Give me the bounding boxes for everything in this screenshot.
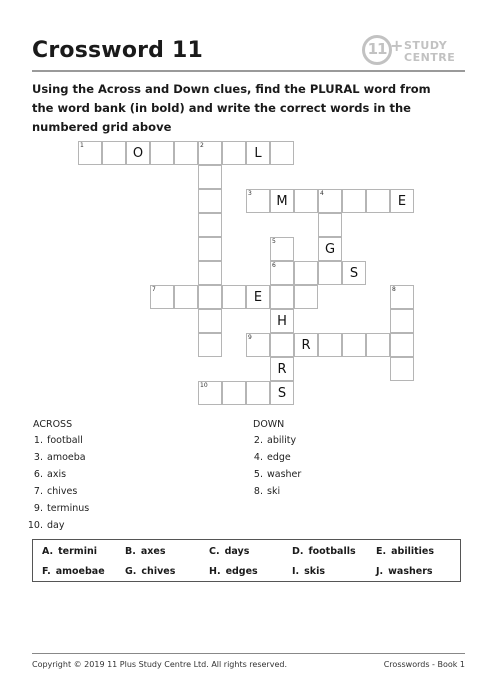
grid-cell[interactable] (318, 333, 342, 357)
word-bank-item (376, 566, 433, 577)
clue-text: chives (47, 486, 78, 497)
down-clue (241, 483, 301, 500)
grid-cell[interactable] (102, 141, 126, 165)
grid-cell[interactable] (222, 285, 246, 309)
down-heading: DOWN (253, 419, 285, 430)
grid-cell[interactable] (294, 285, 318, 309)
cell-letter: O (132, 146, 144, 161)
grid-cell[interactable] (246, 381, 270, 405)
grid-cell[interactable] (270, 141, 294, 165)
across-clue (21, 432, 89, 449)
down-clue (241, 432, 301, 449)
word-bank-word: termini (58, 546, 97, 557)
footer-book-label: Crosswords - Book 1 (383, 660, 465, 669)
grid-cell[interactable] (198, 261, 222, 285)
title-divider (32, 70, 465, 72)
cell-letter: L (254, 146, 262, 161)
grid-cell[interactable] (198, 141, 222, 165)
word-bank-word: washers (388, 566, 433, 577)
grid-cell[interactable] (222, 381, 246, 405)
grid-cell[interactable] (270, 237, 294, 261)
clue-number: 9. (33, 503, 43, 514)
grid-cell[interactable] (390, 357, 414, 381)
cell-number: 9 (248, 334, 252, 341)
down-clue-list (241, 432, 301, 500)
down-clue (241, 449, 301, 466)
page-title: Crossword 11 (32, 38, 204, 63)
word-bank-word: axes (140, 546, 166, 557)
grid-cell[interactable] (270, 189, 294, 213)
across-clue (21, 449, 89, 466)
cell-letter: H (277, 314, 287, 329)
word-bank-letter: D. (292, 546, 304, 557)
cell-letter: S (349, 266, 359, 281)
clue-text: edge (267, 452, 291, 463)
study-centre-logo (360, 33, 466, 69)
across-clue (21, 483, 89, 500)
across-clue-list (21, 432, 89, 534)
logo-number: 11 (367, 40, 387, 58)
grid-cell[interactable] (390, 333, 414, 357)
grid-cell[interactable] (390, 309, 414, 333)
word-bank-letter: J. (376, 566, 384, 577)
grid-cell[interactable] (126, 141, 150, 165)
cell-number: 6 (272, 262, 276, 269)
grid-cell[interactable] (270, 285, 294, 309)
footer-copyright: Copyright © 2019 11 Plus Study Centre Ltd. All rights reserved. (32, 660, 287, 669)
grid-cell[interactable] (270, 333, 294, 357)
word-bank-item (125, 566, 175, 577)
clue-number: 7. (33, 486, 43, 497)
logo-text-centre: CENTRE (404, 51, 456, 64)
word-bank-word: footballs (308, 546, 356, 557)
word-bank-letter: A. (42, 546, 54, 557)
word-bank-item (42, 566, 105, 577)
grid-cell[interactable] (222, 141, 246, 165)
word-bank-item (376, 546, 434, 557)
cell-number: 2 (200, 142, 204, 149)
clue-number: 3. (33, 452, 43, 463)
cell-number: 4 (320, 190, 324, 197)
grid-cell[interactable] (150, 141, 174, 165)
clue-number: 8. (253, 486, 263, 497)
grid-cell[interactable] (318, 261, 342, 285)
word-bank-letter: G. (125, 566, 137, 577)
across-clue (21, 517, 89, 534)
logo-text-study: STUDY (404, 39, 448, 52)
word-bank-word: days (224, 546, 250, 557)
grid-cell[interactable] (318, 189, 342, 213)
grid-cell[interactable] (78, 141, 102, 165)
grid-cell[interactable] (366, 189, 390, 213)
word-bank-item (125, 546, 166, 557)
cell-letter: E (397, 194, 407, 209)
grid-cell[interactable] (198, 189, 222, 213)
clue-number: 10. (27, 520, 43, 531)
word-bank-item (292, 546, 356, 557)
word-bank-item (42, 546, 97, 557)
word-bank-word: abilities (391, 546, 434, 557)
grid-cell[interactable] (198, 333, 222, 357)
word-bank-letter: F. (42, 566, 51, 577)
clue-text: terminus (47, 503, 90, 514)
cell-letter: E (253, 290, 263, 305)
grid-cell[interactable] (246, 141, 270, 165)
grid-cell[interactable] (150, 285, 174, 309)
cell-number: 3 (248, 190, 252, 197)
across-heading: ACROSS (33, 419, 73, 430)
cell-number: 5 (272, 238, 276, 245)
clue-number: 4. (253, 452, 263, 463)
clue-text: ability (267, 435, 297, 446)
grid-cell[interactable] (390, 189, 414, 213)
grid-cell[interactable] (270, 261, 294, 285)
down-clue (241, 466, 301, 483)
word-bank-word: skis (304, 566, 326, 577)
word-bank-item (209, 566, 258, 577)
grid-cell[interactable] (390, 285, 414, 309)
cell-letter: S (277, 386, 287, 401)
word-bank-letter: H. (209, 566, 221, 577)
grid-cell[interactable] (342, 189, 366, 213)
grid-cell[interactable] (342, 261, 366, 285)
cell-number: 10 (200, 382, 208, 389)
grid-cell[interactable] (342, 333, 366, 357)
grid-cell[interactable] (174, 285, 198, 309)
clue-text: football (47, 435, 83, 446)
grid-cell[interactable] (246, 285, 270, 309)
grid-cell[interactable] (198, 165, 222, 189)
clue-number: 1. (33, 435, 43, 446)
instructions: Using the Across and Down clues, find the PLURAL word from the word bank (in bold) and write the correct words in the numbered grid above (32, 82, 431, 134)
word-bank (32, 539, 461, 582)
clue-text: day (47, 520, 65, 531)
grid-cell[interactable] (270, 357, 294, 381)
word-bank-letter: E. (376, 546, 387, 557)
footer-divider (32, 653, 465, 654)
across-clue (21, 466, 89, 483)
cell-letter: R (277, 362, 287, 377)
grid-cell[interactable] (198, 237, 222, 261)
grid-cell[interactable] (318, 237, 342, 261)
cell-letter: R (301, 338, 311, 353)
grid-cell[interactable] (294, 261, 318, 285)
word-bank-word: edges (225, 566, 258, 577)
grid-cell[interactable] (246, 333, 270, 357)
grid-cell[interactable] (198, 213, 222, 237)
word-bank-item (209, 546, 249, 557)
grid-cell[interactable] (198, 309, 222, 333)
clue-text: ski (267, 486, 281, 497)
grid-cell[interactable] (294, 333, 318, 357)
grid-cell[interactable] (174, 141, 198, 165)
grid-cell[interactable] (366, 333, 390, 357)
grid-cell[interactable] (318, 213, 342, 237)
clue-text: axis (47, 469, 67, 480)
clue-number: 5. (253, 469, 263, 480)
word-bank-word: amoebae (55, 566, 105, 577)
cell-letter: G (324, 242, 336, 257)
logo-plus: + (390, 36, 404, 55)
word-bank-letter: I. (292, 566, 300, 577)
grid-cell[interactable] (198, 285, 222, 309)
word-bank-letter: B. (125, 546, 136, 557)
grid-cell[interactable] (246, 189, 270, 213)
word-bank-word: chives (141, 566, 176, 577)
word-bank-item (292, 566, 325, 577)
clue-number: 2. (253, 435, 263, 446)
across-clue (21, 500, 89, 517)
clue-text: amoeba (47, 452, 86, 463)
clue-number: 6. (33, 469, 43, 480)
word-bank-letter: C. (209, 546, 220, 557)
grid-cell[interactable] (294, 189, 318, 213)
cell-letter: M (276, 194, 288, 209)
grid-cell[interactable] (270, 309, 294, 333)
cell-number: 1 (80, 142, 84, 149)
grid-cell[interactable] (270, 381, 294, 405)
grid-cell[interactable] (198, 381, 222, 405)
cell-number: 8 (392, 286, 396, 293)
cell-number: 7 (152, 286, 156, 293)
clue-text: washer (267, 469, 302, 480)
